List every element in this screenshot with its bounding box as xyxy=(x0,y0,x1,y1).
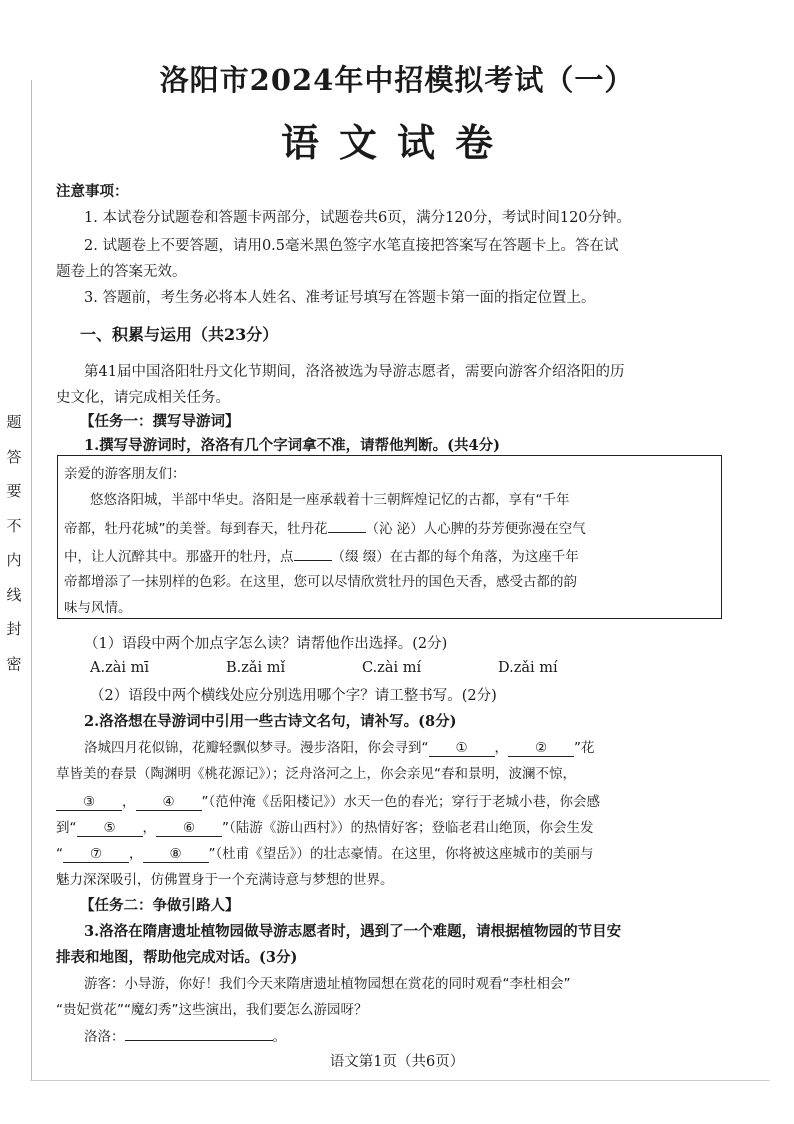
dialog-line: 游客：小导游，你好！我们今天来隋唐遗址植物园想在赏花的同时观看“李杜相会” xyxy=(84,976,571,992)
seal-char: 要 xyxy=(6,482,22,500)
answer-blank[interactable] xyxy=(125,1024,273,1041)
seal-char: 题 xyxy=(6,413,22,431)
options-row xyxy=(90,660,794,676)
seal-char: 密 xyxy=(6,654,22,673)
page-footer: 语文第1页（共6页） xyxy=(329,1054,465,1070)
poem-line: “ ⑦ ， ⑧ ”（杜甫《望岳》）的壮志豪情。在这里，你将被这座城市的美丽与 xyxy=(56,846,594,862)
poem-blank-2[interactable]: ② xyxy=(508,740,574,757)
poem-blank-5[interactable]: ⑤ xyxy=(77,820,143,837)
question-1-2: （2）语段中两个横线处应分别选用哪个字？请工整书写。(2分) xyxy=(90,688,497,704)
poem-line: 魅力深深吸引，仿佛置身于一个充满诗意与梦想的世界。 xyxy=(56,872,394,888)
intro-line-1: 第41届中国洛阳牡丹文化节期间，洛洛被选为导游志愿者，需要向游客介绍洛阳的历 xyxy=(84,364,625,380)
task-1-heading: 【任务一：撰写导游词】 xyxy=(80,413,240,430)
notice-heading: 注意事项： xyxy=(56,183,129,200)
seal-warning xyxy=(5,405,23,681)
question-3-cont: 排表和地图，帮助他完成对话。(3分) xyxy=(56,949,298,966)
notice-item-2a: 2. 试题卷上不要答题，请用0.5毫米黑色签字水笔直接把答案写在答题卡上。答在试 xyxy=(84,238,619,254)
question-3: 3.洛洛在隋唐遗址植物园做导游志愿者时，遇到了一个难题，请根据植物园的节目安 xyxy=(84,923,622,940)
poem-blank-3[interactable]: ③ xyxy=(56,794,122,811)
question-2: 2.洛洛想在导游词中引用一些古诗文名句，请补写。(8分) xyxy=(84,713,457,730)
poem-blank-1[interactable]: ① xyxy=(429,740,495,757)
poem-line: 洛城四月花似锦，花瓣轻飘似梦寻。漫步洛阳，你会寻到“ ① ， ② ”花 xyxy=(84,740,595,756)
passage-line: 悠悠洛阳城，半部中华史。洛阳是一座承载着十三朝辉煌记忆的古都，享有“千年 xyxy=(90,492,570,508)
poem-line: 到“ ⑤ ， ⑥ ”（陆游《游山西村》）的热情好客；登临老君山绝顶，你会生发 xyxy=(56,820,594,836)
passage-line: 帝都，牡丹花城”的美誉。每到春天，牡丹花 （沁 泌）人心脾的芬芳便弥漫在空气 xyxy=(64,516,784,537)
poem-blank-8[interactable]: ⑧ xyxy=(143,846,209,863)
seal-line xyxy=(31,80,32,1080)
passage-line: 味与风情。 xyxy=(64,600,132,616)
notice-item-1: 1. 本试卷分试题卷和答题卡两部分，试题卷共6页，满分120分，考试时间120分钟。 xyxy=(84,210,632,226)
exam-title: 洛阳市2024年中招模拟考试（一） xyxy=(159,63,635,97)
seal-char: 封 xyxy=(6,620,22,638)
poem-line: 草皆美的春景（陶渊明《桃花源记》）；泛舟洛河之上，你会亲见“春和景明，波澜不惊， xyxy=(56,766,576,782)
notice-item-3: 3. 答题前，考生务必将本人姓名、准考证号填写在答题卡第一面的指定位置上。 xyxy=(84,290,596,306)
notice-item-2b: 题卷上的答案无效。 xyxy=(56,264,187,280)
passage-line: 中，让人沉醉其中。那盛开的牡丹，点 （缀 缀）在古都的每个角落，为这座千年 xyxy=(64,544,784,565)
seal-char: 不 xyxy=(6,516,22,535)
option-c[interactable]: C.zài mí xyxy=(362,660,422,676)
intro-line-2: 史文化，请完成相关任务。 xyxy=(56,390,230,406)
dialog-line: “贵妃赏花”“魔幻秀”这些演出，我们要怎么游园呀？ xyxy=(56,1002,368,1018)
exam-subtitle: 语文试卷 xyxy=(280,120,513,165)
task-2-heading: 【任务二：争做引路人】 xyxy=(80,897,240,914)
dialog-answer: 洛洛： 。 xyxy=(84,1024,794,1045)
seal-char: 内 xyxy=(6,551,22,569)
answer-blank[interactable] xyxy=(294,544,332,561)
section-heading: 一、积累与运用（共23分） xyxy=(80,325,279,344)
question-1: 1.撰写导游词时，洛洛有几个字词拿不准，请帮他判断。(共4分) xyxy=(84,437,500,454)
question-1-1: （1）语段中两个加点字怎么读？请帮他作出选择。(2分) xyxy=(84,636,448,652)
poem-blank-6[interactable]: ⑥ xyxy=(156,820,222,837)
option-d[interactable]: D.zǎi mí xyxy=(498,660,558,676)
seal-char: 线 xyxy=(6,585,22,604)
poem-blank-4[interactable]: ④ xyxy=(136,794,202,811)
answer-blank[interactable] xyxy=(328,516,366,533)
passage-line: 亲爱的游客朋友们： xyxy=(64,466,186,482)
bottom-rule xyxy=(30,1080,770,1081)
option-a[interactable]: A.zài mī xyxy=(90,660,149,676)
option-b[interactable]: B.zǎi mǐ xyxy=(226,660,286,676)
seal-char: 答 xyxy=(6,447,22,466)
passage-line: 帝都增添了一抹别样的色彩。在这里，您可以尽情欣赏牡丹的国色天香，感受古都的韵 xyxy=(64,574,577,590)
poem-line: ③ ， ④ ”（范仲淹《岳阳楼记》）水天一色的春光；穿行于老城小巷，你会感 xyxy=(56,790,776,811)
poem-blank-7[interactable]: ⑦ xyxy=(63,846,129,863)
